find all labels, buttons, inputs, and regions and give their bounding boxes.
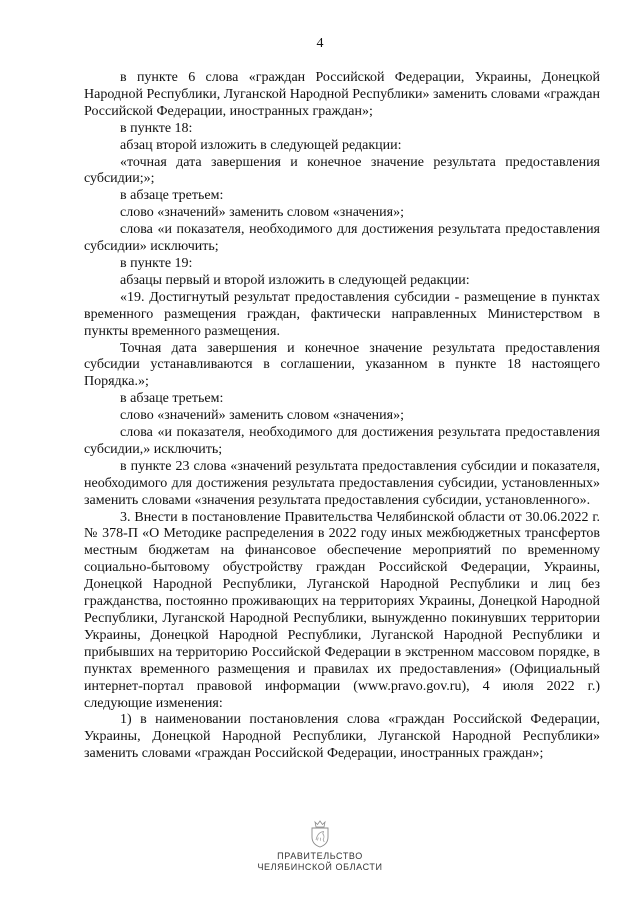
paragraph: в пункте 6 слова «граждан Российской Федерации, Украины, Донецкой Народной Республики, Луганской Народной Республики» заменить словами «граждан Российской Федерации, иностранных граждан»;: [84, 70, 600, 119]
coat-of-arms-icon: [308, 818, 332, 848]
paragraph: слово «значений» заменить словом «значения»;: [120, 205, 404, 221]
paragraph: в абзаце третьем:: [120, 391, 224, 407]
paragraph: слова «и показателя, необходимого для достижения результата предоставления субсидии,» исключить;: [84, 425, 600, 457]
page-number: 4: [316, 36, 324, 51]
paragraph: слово «значений» заменить словом «значения»;: [120, 408, 404, 424]
paragraph: слова «и показателя, необходимого для достижения результата предоставления субсидии» исключить;: [84, 222, 600, 255]
paragraph: абзац второй изложить в следующей редакции:: [120, 137, 402, 153]
paragraph: «19. Достигнутый результат предоставления субсидии - размещение в пунктах временного размещения граждан, фактически направленных Министерством в пункты временного размещения.: [84, 289, 600, 339]
paragraph: 3. Внести в постановление Правительства Челябинской области от 30.06.2022 г. № 378-П «О Методике распределения в 2022 году иных межбюджетных трансфертов местным бюджетам на финансовое обеспечение мероприятий по временному социально-бытовому обустройству граждан Российской Федерации, Украины, Донецкой Народной Республики, Луганской Народной Республики и лиц без гражданства, постоянно проживающих на территориях Украины, Донецкой Народной Республики, Луганской Народной Республики, вынужденно покинувших территории Украины, Донецкой Народной Республики, Луганской Народной Республики и прибывших на территорию Российской Федерации в экстренном массовом порядке, в пунктах временного размещения и правилах их предоставления» (Официальный интернет-портал правовой информации (www.pravo.gov.ru), 4 июля 2022 г.) следующие изменения:: [84, 509, 600, 711]
paragraph: Точная дата завершения и конечное значение результата предоставления субсидии устанавливаются в соглашении, указанном в пункте 18 настоящего Порядка.»;: [84, 340, 600, 390]
footer-line-government: ПРАВИТЕЛЬСТВО: [277, 851, 363, 861]
footer-line-region: ЧЕЛЯБИНСКОЙ ОБЛАСТИ: [257, 862, 383, 872]
document-body: [84, 70, 600, 763]
footer: [0, 818, 640, 873]
paragraph: абзацы первый и второй изложить в следующей редакции:: [120, 272, 470, 288]
paragraph: в пункте 19:: [120, 255, 193, 271]
paragraph: 1) в наименовании постановления слова «граждан Российской Федерации, Украины, Донецкой Народной Республики, Луганской Народной Республики» заменить словами «граждан Российской Федерации, иностранных граждан»;: [84, 712, 600, 762]
paragraph: в пункте 18:: [120, 120, 193, 136]
paragraph: в абзаце третьем:: [120, 188, 224, 204]
paragraph: «точная дата завершения и конечное значение результата предоставления субсидии;»;: [84, 154, 600, 187]
paragraph: в пункте 23 слова «значений результата предоставления субсидии и показателя, необходимого для достижения результата предоставления субсидии, установленных» заменить словами «значения результата предоставления субсидии, установленного».: [84, 458, 600, 508]
